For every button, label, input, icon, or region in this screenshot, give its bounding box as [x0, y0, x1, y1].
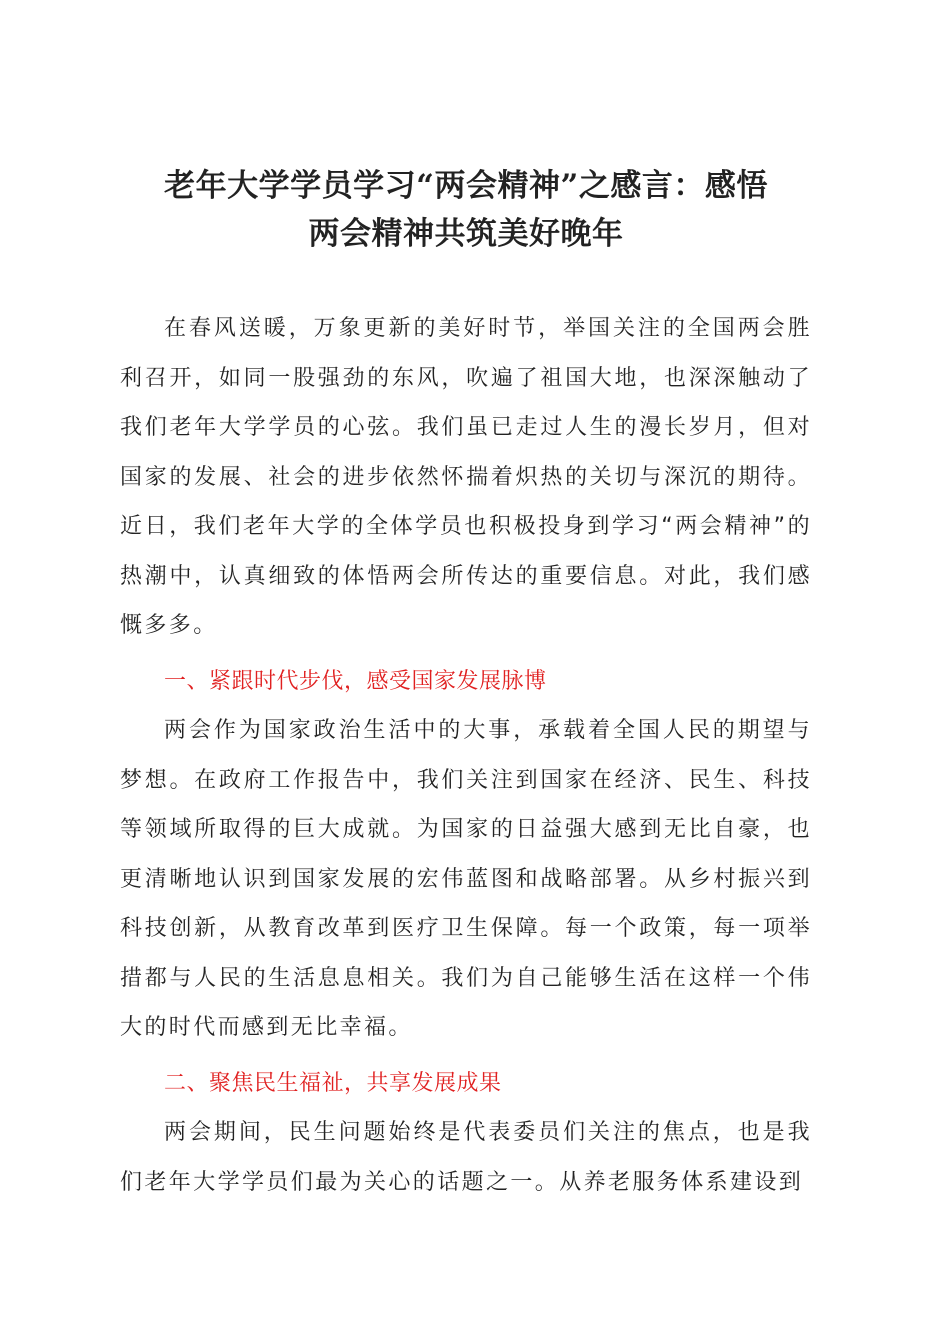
section-2-paragraph: 两会期间，民生问题始终是代表委员们关注的焦点，也是我们老年大学学员们最为关心的话题之一。从养老服务体系建设到 — [120, 1120, 812, 1195]
section-1-heading: 一、紧跟时代步伐，感受国家发展脉博 — [164, 668, 547, 694]
document-page — [120, 162, 812, 1207]
section-2-heading: 二、聚焦民生福祉，共享发展成果 — [164, 1070, 502, 1096]
document-title — [120, 162, 812, 258]
intro-paragraph: 在春风送暖，万象更新的美好时节，举国关注的全国两会胜利召开，如同一股强劲的东风，吹遍了祖国大地，也深深触动了我们老年大学学员的心弦。我们虽已走过人生的漫长岁月，但对国家的发展、社会的进步依然怀揣着炽热的关切与深沉的期待。近日，我们老年大学的全体学员也积极投身到学习“两会精神”的热潮中，认真细致的体悟两会所传达的重要信息。对此，我们感慨多多。 — [120, 316, 812, 638]
section-1-paragraph: 两会作为国家政治生活中的大事，承载着全国人民的期望与梦想。在政府工作报告中，我们关注到国家在经济、民生、科技等领域所取得的巨大成就。为国家的日益强大感到无比自豪，也更清晰地认识到国家发展的宏伟蓝图和战略部署。从乡村振兴到科技创新，从教育改革到医疗卫生保障。每一个政策，每一项举措都与人民的生活息息相关。我们为自己能够生活在这样一个伟大的时代而感到无比幸福。 — [120, 718, 812, 1040]
title-line-1: 老年大学学员学习“两会精神”之感言：感悟 — [164, 168, 768, 204]
title-line-2: 两会精神共筑美好晚年 — [308, 216, 624, 252]
